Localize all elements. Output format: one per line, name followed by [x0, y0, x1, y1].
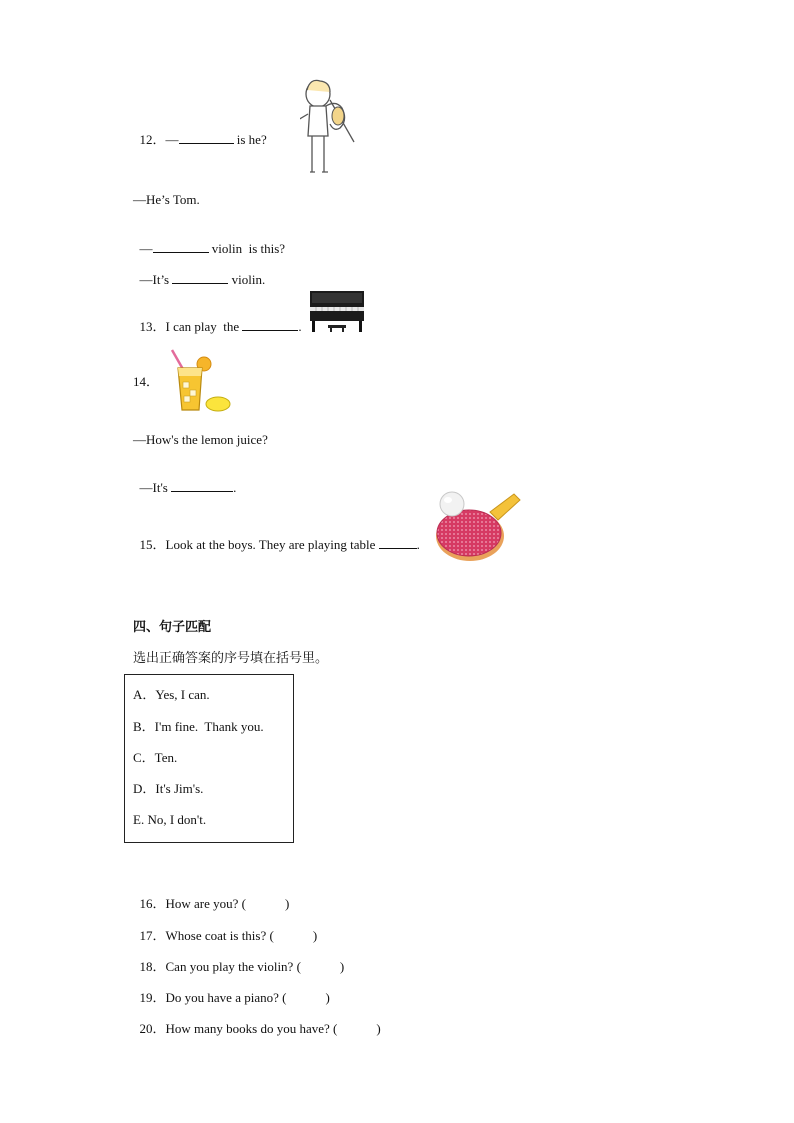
q12-line1 [133, 115, 267, 148]
section4-title: 四、句子匹配 [133, 620, 212, 635]
q12-line4-head: —It’s [139, 272, 173, 287]
q12-line4 [133, 255, 265, 288]
q12-blank-1[interactable] [179, 131, 234, 144]
q16-text: How are you? ( ) [165, 896, 290, 911]
q15-number: 15． [139, 537, 166, 552]
q18-text: Can you play the violin? ( ) [165, 959, 345, 974]
option-d: D．It's Jim's. [133, 781, 204, 796]
option-e: E. No, I don't. [133, 812, 207, 827]
q14-number: 14． [133, 374, 160, 389]
option-c: C．Ten. [133, 750, 178, 765]
q20-text: How many books do you have? ( ) [165, 1021, 381, 1036]
lemon-juice-illustration [166, 348, 232, 414]
q16-number: 16． [139, 896, 166, 911]
piano-illustration [308, 289, 366, 333]
q12-blank-2[interactable] [153, 240, 209, 253]
option-b: B．I'm fine. Thank you. [133, 719, 264, 734]
q13-number: 13． [139, 319, 166, 334]
ping-pong-paddle-illustration [432, 488, 522, 566]
q14-line3-tail: . [233, 480, 237, 495]
q12-dash: — [165, 132, 179, 147]
q19-text: Do you have a piano? ( ) [165, 990, 330, 1005]
q14-line2: —How's the lemon juice? [133, 432, 268, 447]
q15-tail: . [416, 537, 420, 552]
q20-line[interactable] [133, 1005, 381, 1037]
q12-line3-tail: violin is this? [208, 241, 286, 256]
q13-line [133, 302, 302, 335]
q15-line [133, 520, 420, 553]
q16-line[interactable] [133, 880, 289, 912]
q15-blank[interactable] [379, 536, 417, 549]
q12-line4-tail: violin. [228, 272, 266, 287]
q17-text: Whose coat is this? ( ) [165, 928, 318, 943]
q13-tail: . [298, 319, 302, 334]
q12-number: 12． [139, 132, 166, 147]
q12-line2: —He’s Tom. [133, 192, 200, 207]
q14-line3 [133, 463, 236, 496]
option-a: A．Yes, I can. [133, 687, 210, 702]
q12-tail: is he? [233, 132, 267, 147]
q12-line3 [133, 224, 285, 257]
q19-number: 19． [139, 990, 166, 1005]
q18-line[interactable] [133, 943, 344, 975]
q20-number: 20． [139, 1021, 166, 1036]
q17-line[interactable] [133, 912, 317, 944]
q17-number: 17． [139, 928, 166, 943]
q13-blank[interactable] [242, 318, 298, 331]
q14-blank[interactable] [171, 479, 233, 492]
q13-head: I can play the [165, 319, 243, 334]
q12-blank-3[interactable] [172, 271, 228, 284]
q12-line3-dash: — [139, 241, 153, 256]
q15-head: Look at the boys. They are playing table [165, 537, 379, 552]
section4-instruction: 选出正确答案的序号填在括号里。 [133, 651, 329, 666]
q18-number: 18． [139, 959, 166, 974]
violin-boy-illustration [300, 76, 358, 176]
q14-line3-head: —It's [139, 480, 172, 495]
q19-line[interactable] [133, 974, 330, 1006]
